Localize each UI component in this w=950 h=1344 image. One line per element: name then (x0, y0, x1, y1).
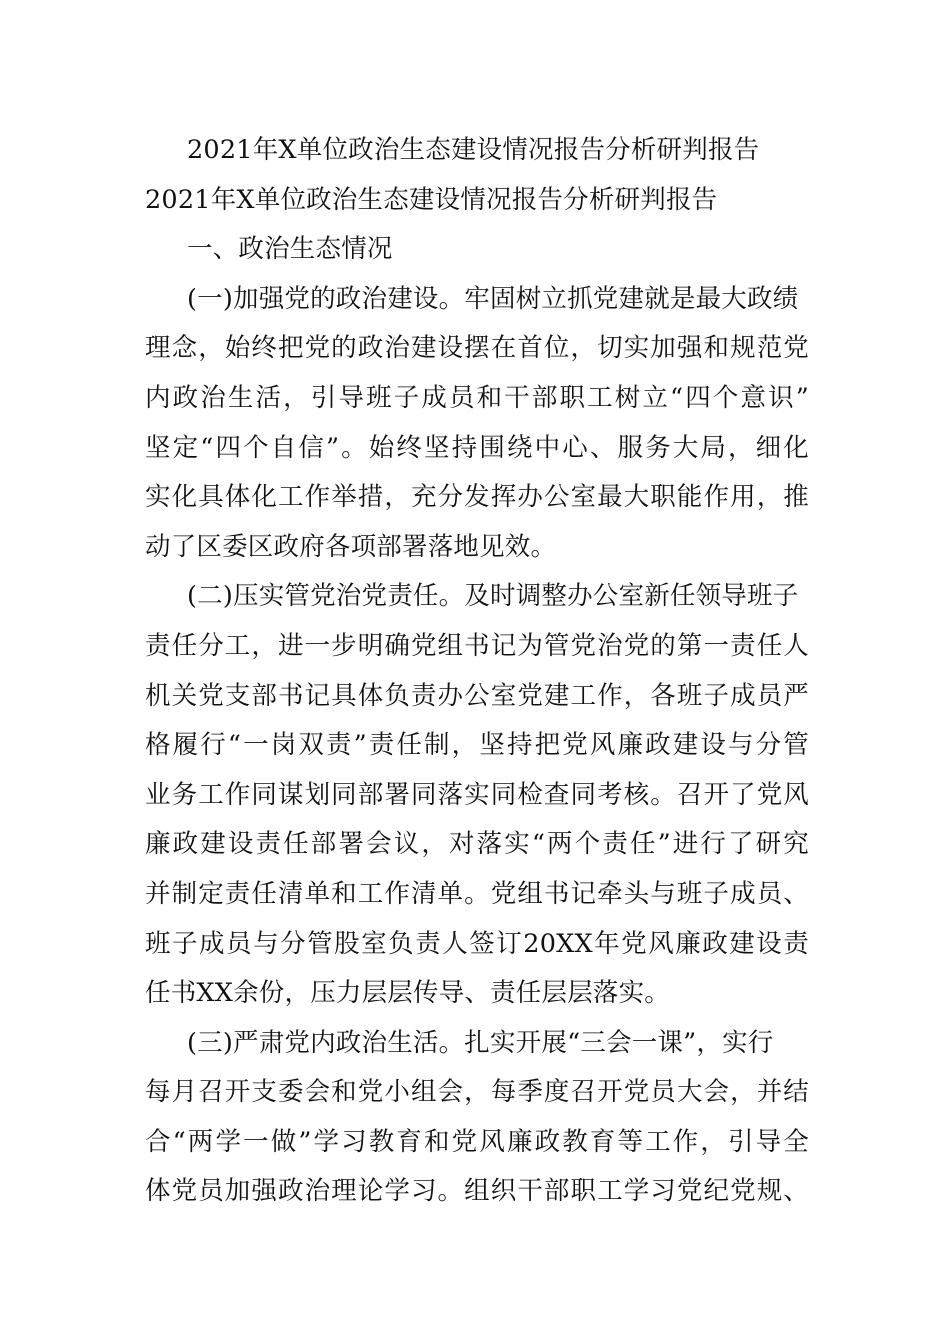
paragraph-3 (145, 1019, 809, 1217)
paragraph-line: 格履行“一岗双责”责任制，坚持把党风廉政建设与分管 (145, 730, 809, 761)
paragraph-1 (145, 275, 809, 573)
paragraph-2 (145, 572, 809, 1018)
paragraph-line: 机关党支部书记具体负责办公室党建工作，各班子成员严 (145, 680, 809, 711)
paragraph-line: 理念，始终把党的政治建设摆在首位，切实加强和规范党 (145, 333, 809, 364)
paragraph-line: 内政治生活，引导班子成员和干部职工树立“四个意识” (145, 382, 809, 413)
paragraph-line: 实化具体化工作举措，充分发挥办公室最大职能作用，推 (145, 482, 809, 513)
document-title: 2021年X单位政治生态建设情况报告分析研判报告 (187, 135, 760, 165)
paragraph-line: 动了区委区政府各项部署落地见效。 (145, 531, 557, 562)
paragraph-line: (三)严肃党内政治生活。扎实开展“三会一课”，实行 (187, 1027, 774, 1058)
paragraph-line: 坚定“四个自信”。始终坚持围绕中心、服务大局，细化 (145, 432, 809, 463)
document-subtitle: 2021年X单位政治生态建设情况报告分析研判报告 (145, 184, 718, 215)
paragraph-line: 班子成员与分管股室负责人签订20XX年党风廉政建设责 (145, 928, 809, 959)
section-heading: 一、政治生态情况 (187, 234, 393, 265)
paragraph-line: 责任分工，进一步明确党组书记为管党治党的第一责任人 (145, 630, 809, 661)
paragraph-line: (一)加强党的政治建设。牢固树立抓党建就是最大政绩 (187, 283, 799, 314)
paragraph-line: 业务工作同谋划同部署同落实同检查同考核。召开了党风 (145, 779, 809, 810)
paragraph-line: 合“两学一做”学习教育和党风廉政教育等工作，引导全 (145, 1126, 809, 1157)
paragraph-line: 体党员加强政治理论学习。组织干部职工学习党纪党规、 (145, 1176, 809, 1207)
paragraph-line: 并制定责任清单和工作清单。党组书记牵头与班子成员、 (145, 878, 809, 909)
paragraph-line: (二)压实管党治党责任。及时调整办公室新任领导班子 (187, 581, 799, 612)
paragraph-line: 每月召开支委会和党小组会，每季度召开党员大会，并结 (145, 1077, 809, 1108)
document-page (145, 126, 809, 1217)
paragraph-line: 廉政建设责任部署会议，对落实“两个责任”进行了研究 (145, 829, 809, 860)
paragraph-line: 任书XX余份，压力层层传导、责任层层落实。 (145, 978, 671, 1009)
